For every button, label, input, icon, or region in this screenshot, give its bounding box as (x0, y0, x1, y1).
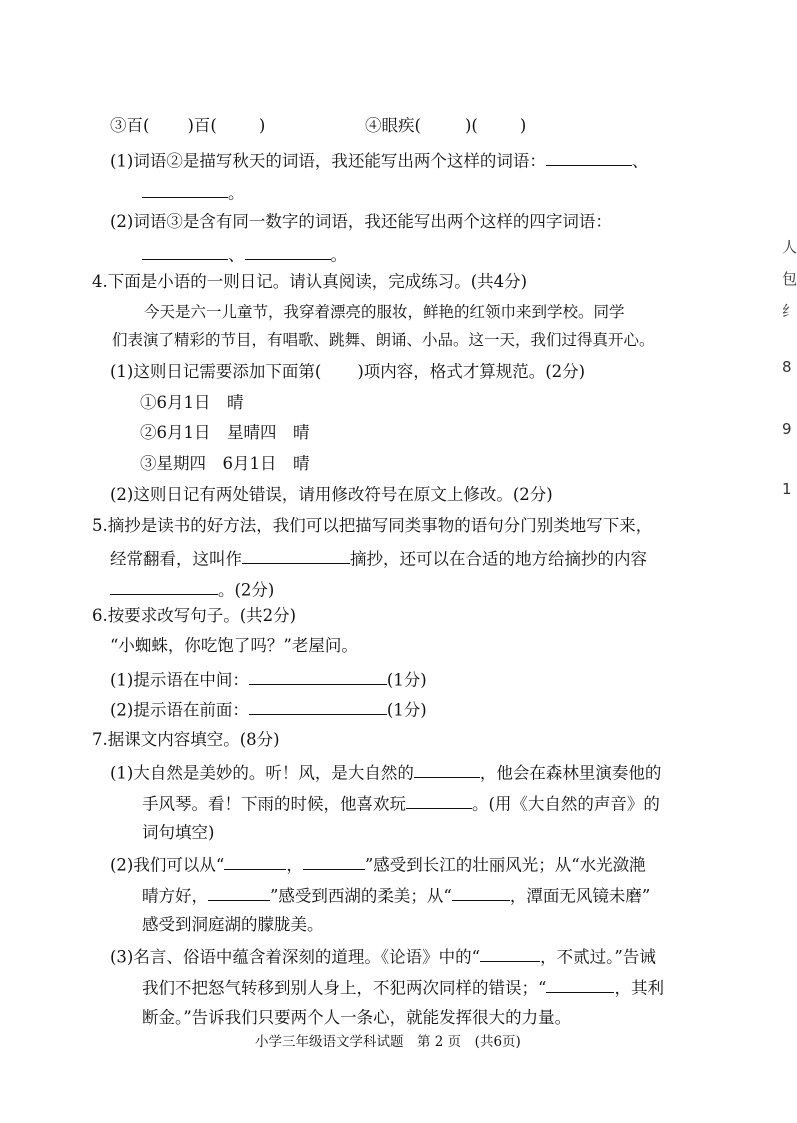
q6-title: 6.按要求改写句子。(共2分) (92, 606, 297, 625)
q4-sub1 (110, 360, 585, 383)
q7-s3-text-a: (3)名言、俗语中蕴含着深刻的道理。《论语》中的“ (110, 947, 481, 967)
item4-text-c: ) (519, 116, 527, 135)
q3-item4 (365, 114, 526, 137)
q7-s2-text-c: ”感受到长江的壮丽风光；从“水光潋滟 (364, 855, 646, 875)
q5-line3 (110, 577, 274, 601)
q6-sub1-score: (1分) (386, 670, 427, 690)
q7-s3-line2 (142, 975, 664, 999)
q7-s2-text-d: 晴方好， (142, 886, 208, 906)
q7-s2-line3: 感受到洞庭湖的朦胧美。 (142, 915, 324, 934)
answer-blank[interactable] (480, 944, 540, 962)
item3-text-c: ) (258, 116, 266, 135)
q7-s3-text-c: 我们不把怒气转移到别人身上，不犯两次同样的错误；“ (142, 978, 547, 998)
answer-blank[interactable] (208, 883, 270, 901)
q6-sub1-label: (1)提示语在中间： (110, 670, 249, 690)
q7-s3-text-d: ，其利 (614, 978, 664, 998)
diary-line2: 们表演了精彩的节目，有唱歌、跳舞、朗诵、小品。这一天，我们过得真开心。 (112, 331, 655, 349)
option-2: ②6月1日 星晴四 晴 (140, 423, 310, 442)
q7-s3-line3: 断金。”告诉我们只要两个人一条心，就能发挥很大的力量。 (142, 1008, 572, 1027)
q3-sub2-line1 (110, 210, 612, 233)
q5-line1: 5.摘抄是读书的好方法，我们可以把描写同类事物的语句分门别类地写下来， (92, 516, 653, 535)
q5-text-b: 摘抄，还可以在合适的地方给摘抄的内容 (350, 549, 647, 569)
q6-quote: “小蜘蛛，你吃饱了吗？”老屋问。 (110, 636, 358, 655)
q6-sub2-label: (2)提示语在前面： (110, 700, 249, 720)
edge-char: 人 (782, 238, 797, 256)
answer-blank[interactable] (245, 242, 331, 260)
answer-blank[interactable] (303, 852, 365, 870)
q7-s1-line1 (110, 760, 661, 784)
answer-blank[interactable] (142, 180, 228, 198)
answer-blank[interactable] (546, 148, 632, 166)
answer-blank[interactable] (452, 883, 510, 901)
item3-text-a: ③百( (110, 116, 150, 135)
q7-s1-text-a: (1)大自然是美妙的。听！风，是大自然的 (110, 763, 414, 783)
option-1: ①6月1日 晴 (140, 393, 244, 412)
q3-sub2-line2 (142, 242, 347, 266)
answer-blank[interactable] (406, 791, 472, 809)
q3-sub1-text: (1)词语②是描写秋天的词语，我还能写出两个这样的词语： (110, 151, 546, 171)
q7-s3-text-b: ，不贰过。”告诫 (540, 947, 656, 967)
q7-s2-text-a: (2)我们可以从“ (110, 855, 225, 875)
q5-line2 (110, 546, 647, 570)
q3-items-row (110, 114, 265, 137)
separator: 、 (631, 151, 649, 171)
q5-text-a: 经常翻看，这叫作 (110, 549, 242, 569)
q6-sub2-score: (1分) (386, 700, 427, 720)
option-3: ③星期四 6月1日 晴 (140, 454, 310, 473)
answer-blank[interactable] (249, 667, 387, 685)
item3-text-b: )百( (187, 116, 217, 135)
q4-title: 4.下面是小语的一则日记。请认真阅读，完成练习。(共4分) (92, 272, 528, 291)
q7-s1-text-d: 。(用《大自然的声音》的 (472, 794, 660, 814)
answer-blank[interactable] (142, 242, 228, 260)
q7-s2-line2 (142, 883, 650, 907)
answer-blank[interactable] (546, 975, 614, 993)
q4-sub1-text-b: )项内容，格式才算规范。(2分) (357, 362, 586, 381)
period: 。 (330, 245, 347, 265)
q3-sub1-line2 (142, 180, 245, 204)
answer-blank[interactable] (414, 760, 480, 778)
edge-char: 1 (782, 480, 792, 498)
q7-s2-text-b: ， (286, 855, 303, 875)
q7-s1-line2 (142, 791, 660, 815)
edge-char: 纟 (782, 302, 797, 320)
q7-s1-text-c: 手风琴。看！下雨的时候，他喜欢玩 (142, 794, 406, 814)
edge-char: 9 (782, 420, 792, 438)
q7-s2-text-e: ”感受到西湖的柔美；从“ (270, 886, 452, 906)
answer-blank[interactable] (242, 546, 350, 564)
q7-s1-text-b: ，他会在森林里演奏他的 (479, 763, 662, 783)
period: 。 (228, 183, 245, 203)
answer-blank[interactable] (249, 697, 387, 715)
q6-sub2 (110, 697, 427, 721)
item4-text-a: ④眼疾( (365, 116, 421, 135)
q7-s3-line1 (110, 944, 656, 968)
q7-s2-text-f: ，潭面无风镜未磨” (509, 886, 651, 906)
diary-line1: 今天是六一儿童节，我穿着漂亮的服妆，鲜艳的红领巾来到学校。同学 (144, 303, 625, 321)
q5-score: 。(2分) (218, 580, 275, 600)
edge-char: 8 (782, 358, 792, 376)
answer-blank[interactable] (110, 577, 218, 595)
edge-char: 包 (782, 270, 797, 288)
separator: 、 (228, 245, 245, 265)
item4-text-b: )( (464, 116, 478, 135)
q6-sub1 (110, 667, 427, 691)
page-footer: 小学三年级语文学科试题 第 2 页 (共6页) (255, 1034, 521, 1050)
answer-blank[interactable] (224, 852, 286, 870)
q7-s1-line3: 词句填空) (142, 823, 215, 842)
q7-s2-line1 (110, 852, 646, 876)
q4-sub2: (2)这则日记有两处错误，请用修改符号在原文上修改。(2分) (110, 485, 553, 504)
q7-title: 7.据课文内容填空。(8分) (92, 730, 280, 749)
q3-sub1-line1 (110, 148, 648, 172)
q3-sub2-text: (2)词语③是含有同一数字的词语，我还能写出两个这样的四字词语： (110, 212, 612, 231)
q4-sub1-text-a: (1)这则日记需要添加下面第( (110, 362, 322, 381)
